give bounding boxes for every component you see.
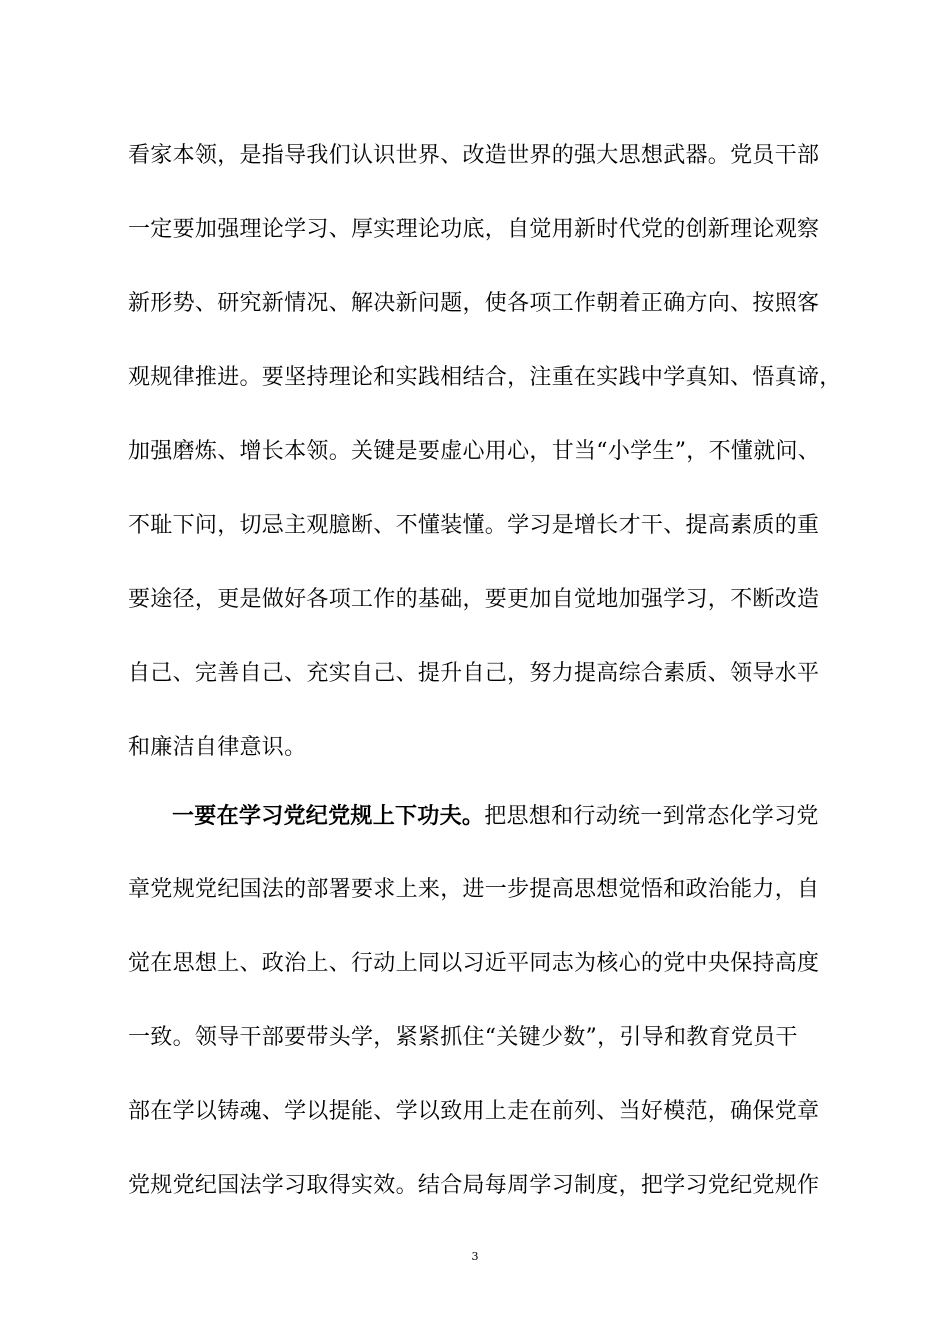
paragraph-text: 把思想和行动统一到常态化学习党 (484, 804, 819, 829)
text-line: 党规党纪国法学习取得实效。结合局每周学习制度，把学习党纪党规作 (128, 1173, 820, 1198)
text-line: 部在学以铸魂、学以提能、学以致用上走在前列、当好模范，确保党章 (128, 1099, 820, 1124)
paragraph-heading: 一要在学习党纪党规上下功夫。 (172, 803, 485, 829)
text-line: 觉在思想上、政治上、行动上同以习近平同志为核心的党中央保持高度 (128, 951, 820, 976)
text-line: 不耻下问，切忌主观臆断、不懂装懂。学习是增长才干、提高素质的重 (128, 513, 820, 538)
text-line: 自己、完善自己、充实自己、提升自己，努力提高综合素质、领导水平 (128, 661, 820, 686)
text-line: 新形势、研究新情况、解决新问题，使各项工作朝着正确方向、按照客 (128, 291, 820, 316)
text-line: 要途径，更是做好各项工作的基础，要更加自觉地加强学习，不断改造 (128, 587, 820, 612)
text-line: 一致。领导干部要带头学，紧紧抓住“关键少数”，引导和教育党员干 (128, 1025, 798, 1050)
paragraph-first-line (172, 796, 848, 836)
page-number: 3 (471, 1250, 479, 1263)
text-line: 一定要加强理论学习、厚实理论功底，自觉用新时代党的创新理论观察 (128, 217, 820, 242)
text-line: 观规律推进。要坚持理论和实践相结合，注重在实践中学真知、悟真谛， (128, 365, 842, 390)
text-line: 加强磨炼、增长本领。关键是要虚心用心，甘当“小学生”，不懂就问、 (128, 439, 821, 464)
text-line: 章党规党纪国法的部署要求上来，进一步提高思想觉悟和政治能力，自 (128, 877, 820, 902)
text-line: 和廉洁自律意识。 (128, 735, 307, 760)
text-line: 看家本领，是指导我们认识世界、改造世界的强大思想武器。党员干部 (128, 143, 820, 168)
